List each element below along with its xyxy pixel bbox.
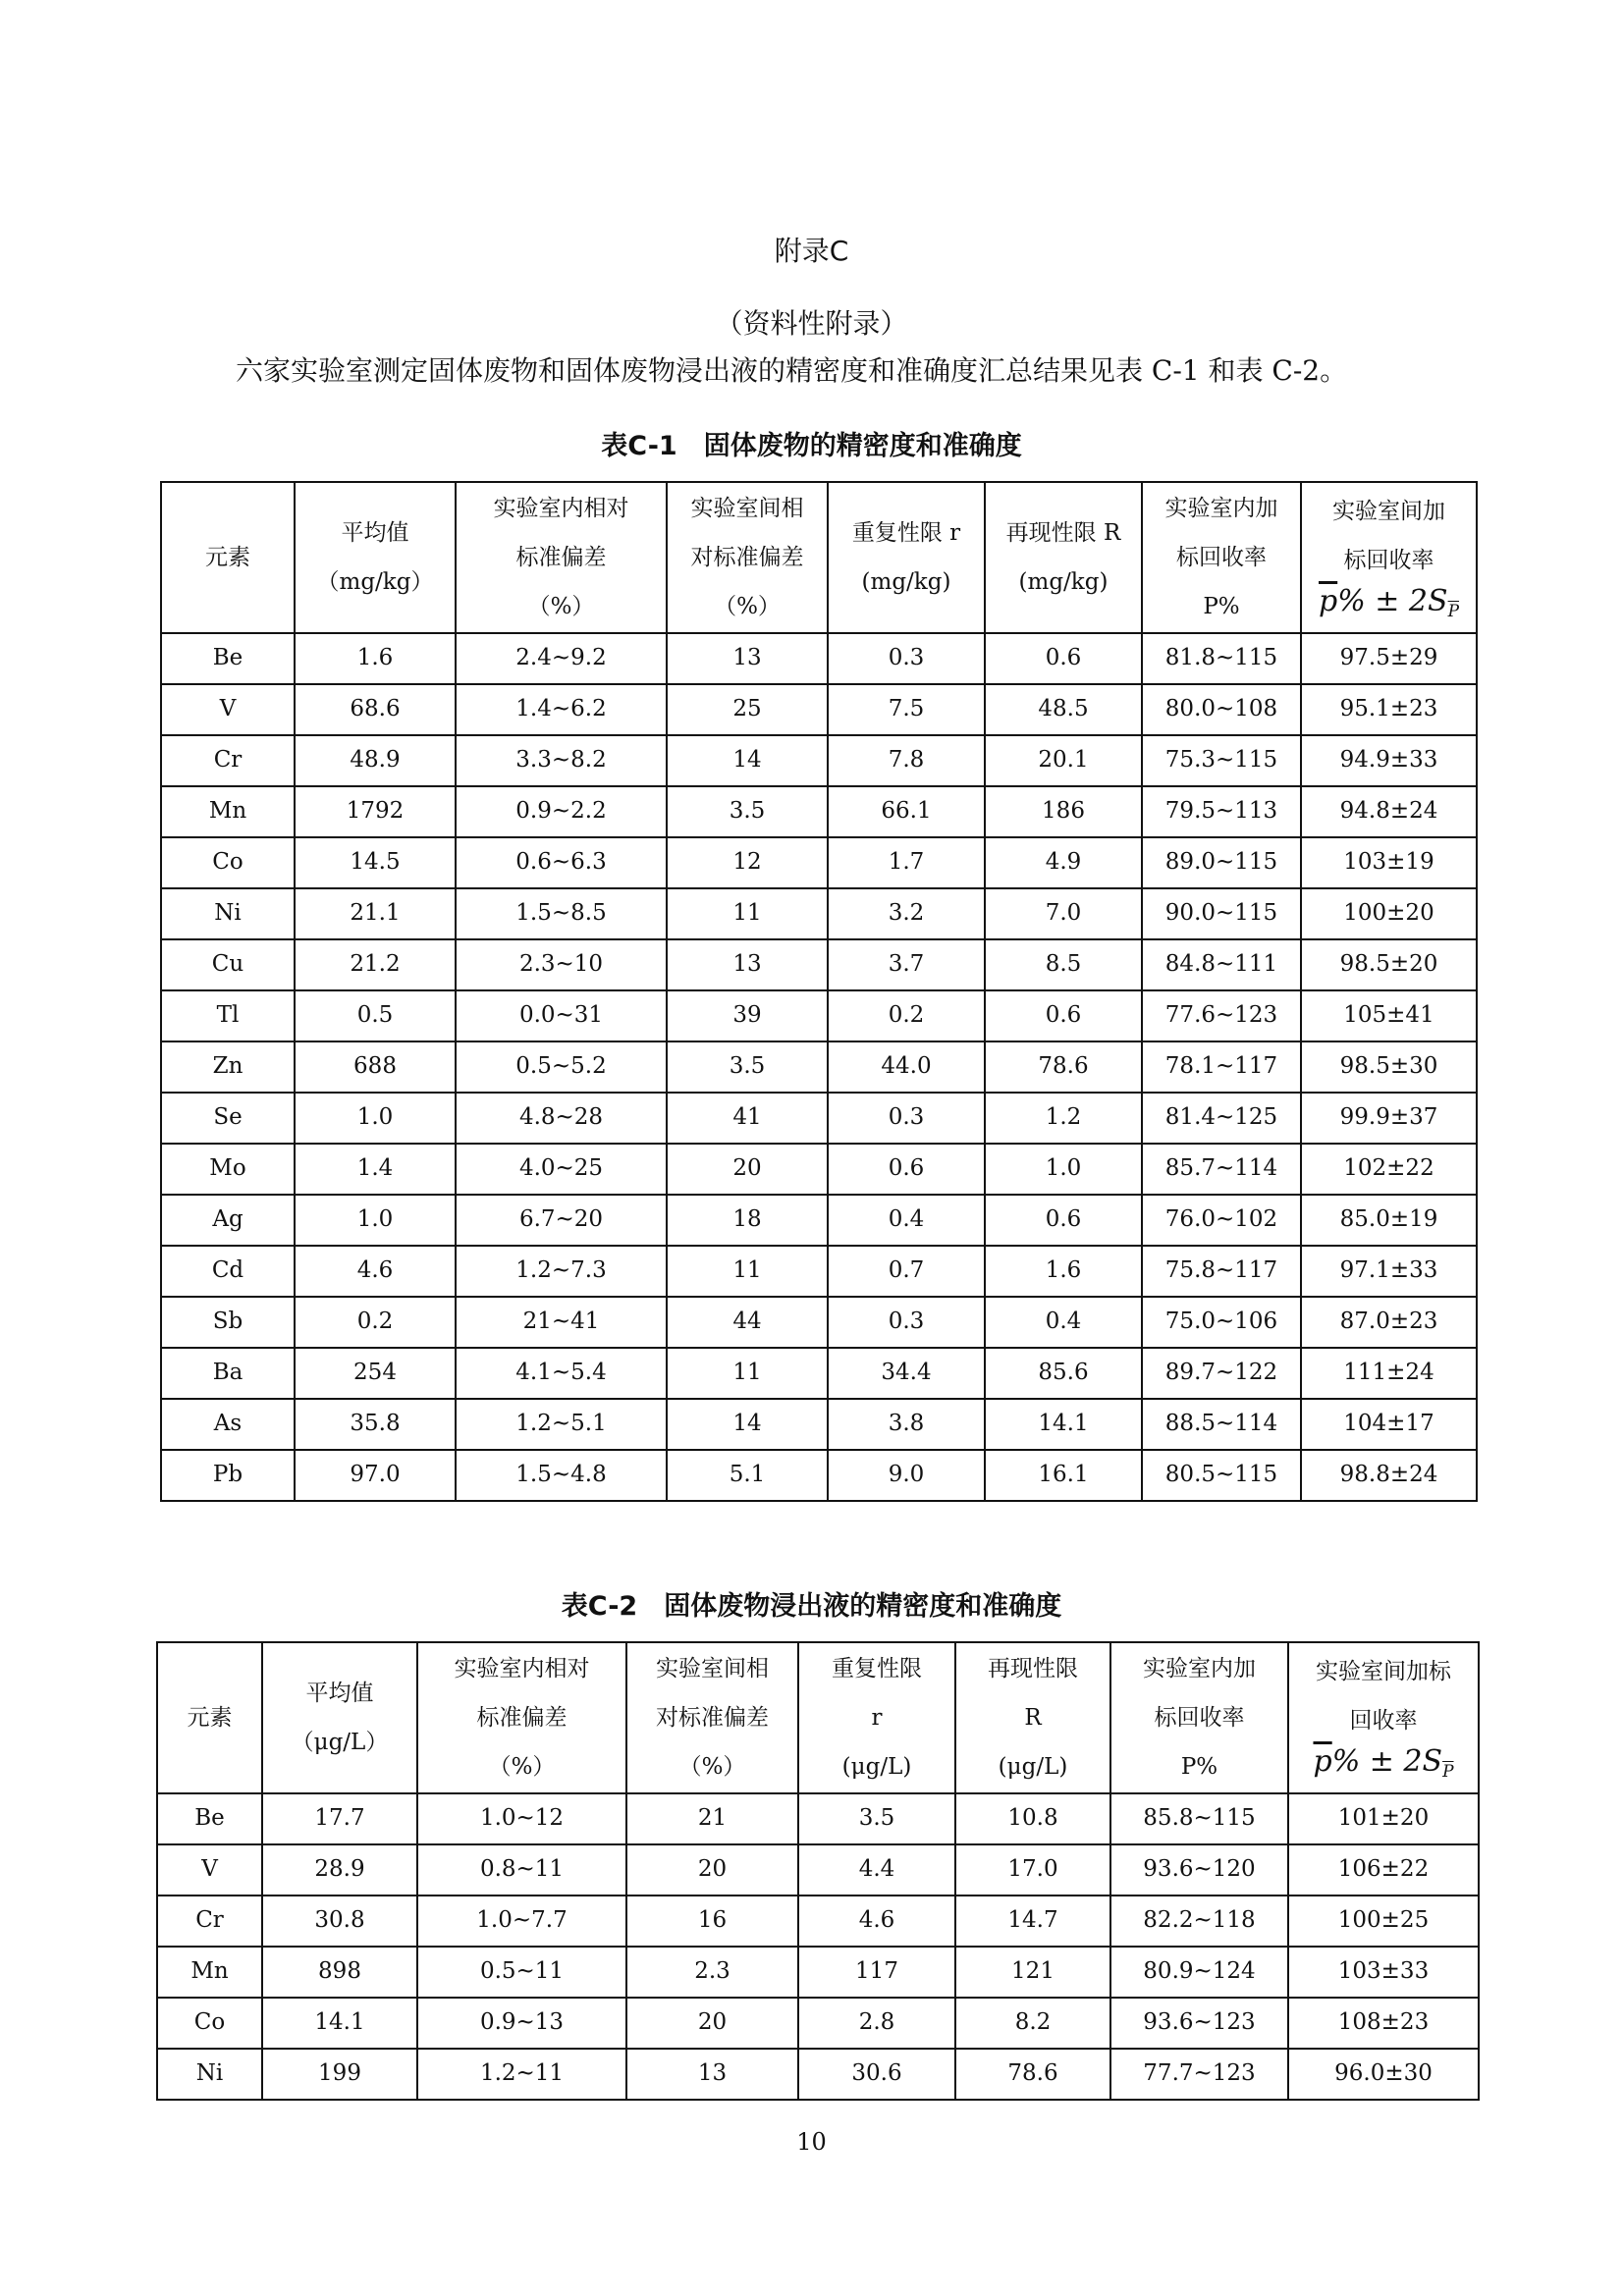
cell-inter-recovery: 94.8±24 <box>1301 786 1477 837</box>
header-mean: 平均值 （μg/L） <box>262 1642 417 1793</box>
table-row <box>161 1246 1477 1297</box>
cell-inter-recovery: 97.1±33 <box>1301 1246 1477 1297</box>
cell-inter-rsd: 11 <box>667 888 828 939</box>
table-row <box>157 1793 1479 1844</box>
cell-reproducibility: 85.6 <box>985 1348 1142 1399</box>
cell-element: Co <box>161 837 295 888</box>
cell-intra-recovery: 85.7~114 <box>1142 1144 1301 1195</box>
cell-inter-rsd: 13 <box>667 633 828 684</box>
cell-reproducibility: 78.6 <box>955 2049 1110 2100</box>
cell-inter-recovery: 97.5±29 <box>1301 633 1477 684</box>
cell-reproducibility: 78.6 <box>985 1041 1142 1093</box>
cell-repeatability: 0.2 <box>828 990 985 1041</box>
cell-inter-recovery: 85.0±19 <box>1301 1195 1477 1246</box>
recovery-formula: $\overline{p}\% \pm 2S_{\overline{P}}$ <box>1313 1744 1454 1782</box>
cell-intra-rsd: 0.9~13 <box>417 1998 626 2049</box>
page-number: 10 <box>796 2128 827 2156</box>
header-intra-rsd: 实验室内相对 标准偏差 （%） <box>456 482 667 633</box>
cell-element: Co <box>157 1998 262 2049</box>
cell-mean: 21.2 <box>295 939 456 990</box>
cell-inter-rsd: 11 <box>667 1246 828 1297</box>
cell-reproducibility: 10.8 <box>955 1793 1110 1844</box>
cell-inter-recovery: 98.8±24 <box>1301 1450 1477 1501</box>
cell-element: Cr <box>161 735 295 786</box>
cell-repeatability: 30.6 <box>798 2049 955 2100</box>
cell-inter-recovery: 106±22 <box>1288 1844 1479 1896</box>
cell-reproducibility: 8.5 <box>985 939 1142 990</box>
cell-inter-recovery: 103±33 <box>1288 1947 1479 1998</box>
table-row <box>161 1041 1477 1093</box>
table-row <box>157 2049 1479 2100</box>
cell-inter-recovery: 111±24 <box>1301 1348 1477 1399</box>
cell-mean: 1.6 <box>295 633 456 684</box>
table-row <box>161 786 1477 837</box>
cell-repeatability: 7.5 <box>828 684 985 735</box>
cell-mean: 199 <box>262 2049 417 2100</box>
cell-inter-rsd: 39 <box>667 990 828 1041</box>
cell-intra-recovery: 79.5~113 <box>1142 786 1301 837</box>
cell-mean: 1.4 <box>295 1144 456 1195</box>
cell-intra-recovery: 85.8~115 <box>1110 1793 1288 1844</box>
recovery-formula: $\overline{p}\% \pm 2S_{\overline{P}}$ <box>1318 584 1460 621</box>
cell-inter-rsd: 14 <box>667 1399 828 1450</box>
table2-caption: 表C-2 固体废物浸出液的精密度和准确度 <box>561 1591 1062 1622</box>
table-row <box>161 888 1477 939</box>
cell-reproducibility: 0.4 <box>985 1297 1142 1348</box>
cell-intra-recovery: 80.5~115 <box>1142 1450 1301 1501</box>
cell-element: Mn <box>157 1947 262 1998</box>
cell-repeatability: 3.2 <box>828 888 985 939</box>
cell-mean: 35.8 <box>295 1399 456 1450</box>
cell-inter-rsd: 44 <box>667 1297 828 1348</box>
cell-intra-rsd: 1.5~4.8 <box>456 1450 667 1501</box>
header-element: 元素 <box>157 1642 262 1793</box>
cell-mean: 21.1 <box>295 888 456 939</box>
table-row <box>161 837 1477 888</box>
header-inter-recovery: 实验室间加 标回收率 $\overline{p}\% \pm 2S_{\overline{P}}$ <box>1301 482 1477 633</box>
cell-inter-recovery: 98.5±20 <box>1301 939 1477 990</box>
cell-reproducibility: 4.9 <box>985 837 1142 888</box>
cell-intra-recovery: 75.8~117 <box>1142 1246 1301 1297</box>
cell-inter-rsd: 25 <box>667 684 828 735</box>
cell-repeatability: 9.0 <box>828 1450 985 1501</box>
cell-element: Be <box>161 633 295 684</box>
cell-inter-rsd: 13 <box>626 2049 798 2100</box>
table-row <box>161 1450 1477 1501</box>
table-row <box>161 1348 1477 1399</box>
header-inter-rsd: 实验室间相 对标准偏差 （%） <box>626 1642 798 1793</box>
cell-intra-rsd: 2.4~9.2 <box>456 633 667 684</box>
cell-inter-recovery: 98.5±30 <box>1301 1041 1477 1093</box>
table-row <box>161 1399 1477 1450</box>
cell-intra-recovery: 75.3~115 <box>1142 735 1301 786</box>
cell-inter-rsd: 14 <box>667 735 828 786</box>
table-solid-waste <box>160 481 1478 1502</box>
cell-element: As <box>161 1399 295 1450</box>
cell-intra-rsd: 4.1~5.4 <box>456 1348 667 1399</box>
cell-intra-rsd: 1.5~8.5 <box>456 888 667 939</box>
cell-inter-recovery: 104±17 <box>1301 1399 1477 1450</box>
cell-inter-recovery: 87.0±23 <box>1301 1297 1477 1348</box>
header-repeatability: 重复性限 r (mg/kg) <box>828 482 985 633</box>
cell-intra-rsd: 1.0~12 <box>417 1793 626 1844</box>
cell-intra-rsd: 0.6~6.3 <box>456 837 667 888</box>
cell-inter-rsd: 21 <box>626 1793 798 1844</box>
cell-inter-rsd: 5.1 <box>667 1450 828 1501</box>
cell-element: Cr <box>157 1896 262 1947</box>
cell-reproducibility: 0.6 <box>985 633 1142 684</box>
cell-repeatability: 34.4 <box>828 1348 985 1399</box>
cell-reproducibility: 14.7 <box>955 1896 1110 1947</box>
header-repeatability: 重复性限 r (μg/L) <box>798 1642 955 1793</box>
cell-mean: 68.6 <box>295 684 456 735</box>
cell-element: V <box>157 1844 262 1896</box>
cell-reproducibility: 1.0 <box>985 1144 1142 1195</box>
appendix-title: 附录C <box>774 235 849 267</box>
cell-intra-recovery: 88.5~114 <box>1142 1399 1301 1450</box>
cell-mean: 254 <box>295 1348 456 1399</box>
cell-element: Zn <box>161 1041 295 1093</box>
table-row <box>161 735 1477 786</box>
cell-inter-rsd: 3.5 <box>667 786 828 837</box>
header-intra-recovery: 实验室内加 标回收率 P% <box>1110 1642 1288 1793</box>
header-mean: 平均值 （mg/kg） <box>295 482 456 633</box>
header-intra-recovery: 实验室内加 标回收率 P% <box>1142 482 1301 633</box>
cell-intra-rsd: 1.0~7.7 <box>417 1896 626 1947</box>
header-reproducibility: 再现性限 R (mg/kg) <box>985 482 1142 633</box>
cell-intra-rsd: 1.2~7.3 <box>456 1246 667 1297</box>
cell-mean: 48.9 <box>295 735 456 786</box>
cell-repeatability: 4.6 <box>798 1896 955 1947</box>
cell-intra-rsd: 0.8~11 <box>417 1844 626 1896</box>
cell-mean: 28.9 <box>262 1844 417 1896</box>
intro-paragraph: 六家实验室测定固体废物和固体废物浸出液的精密度和准确度汇总结果见表 C-1 和表 C-2。 <box>236 354 1348 387</box>
cell-inter-rsd: 20 <box>626 1998 798 2049</box>
cell-inter-rsd: 12 <box>667 837 828 888</box>
cell-repeatability: 0.6 <box>828 1144 985 1195</box>
cell-element: Tl <box>161 990 295 1041</box>
cell-element: Cd <box>161 1246 295 1297</box>
table-row <box>157 1896 1479 1947</box>
table-row <box>161 1195 1477 1246</box>
cell-repeatability: 0.3 <box>828 1093 985 1144</box>
cell-intra-recovery: 89.7~122 <box>1142 1348 1301 1399</box>
cell-reproducibility: 7.0 <box>985 888 1142 939</box>
cell-intra-recovery: 82.2~118 <box>1110 1896 1288 1947</box>
cell-inter-recovery: 96.0±30 <box>1288 2049 1479 2100</box>
table-row <box>157 1844 1479 1896</box>
cell-intra-rsd: 4.0~25 <box>456 1144 667 1195</box>
cell-inter-rsd: 13 <box>667 939 828 990</box>
cell-element: Cu <box>161 939 295 990</box>
cell-intra-recovery: 75.0~106 <box>1142 1297 1301 1348</box>
cell-inter-rsd: 41 <box>667 1093 828 1144</box>
cell-repeatability: 0.7 <box>828 1246 985 1297</box>
cell-repeatability: 3.7 <box>828 939 985 990</box>
header-inter-rsd: 实验室间相 对标准偏差 （%） <box>667 482 828 633</box>
cell-mean: 898 <box>262 1947 417 1998</box>
cell-intra-rsd: 1.2~11 <box>417 2049 626 2100</box>
cell-intra-rsd: 0.9~2.2 <box>456 786 667 837</box>
cell-reproducibility: 1.2 <box>985 1093 1142 1144</box>
cell-mean: 14.1 <box>262 1998 417 2049</box>
cell-intra-recovery: 80.0~108 <box>1142 684 1301 735</box>
cell-mean: 97.0 <box>295 1450 456 1501</box>
cell-mean: 4.6 <box>295 1246 456 1297</box>
table-row <box>161 1297 1477 1348</box>
header-element: 元素 <box>161 482 295 633</box>
cell-intra-rsd: 1.4~6.2 <box>456 684 667 735</box>
cell-reproducibility: 14.1 <box>985 1399 1142 1450</box>
cell-mean: 14.5 <box>295 837 456 888</box>
cell-inter-rsd: 3.5 <box>667 1041 828 1093</box>
cell-repeatability: 2.8 <box>798 1998 955 2049</box>
cell-mean: 688 <box>295 1041 456 1093</box>
cell-repeatability: 3.5 <box>798 1793 955 1844</box>
cell-element: Ba <box>161 1348 295 1399</box>
cell-repeatability: 0.3 <box>828 1297 985 1348</box>
cell-intra-recovery: 89.0~115 <box>1142 837 1301 888</box>
cell-repeatability: 117 <box>798 1947 955 1998</box>
cell-intra-rsd: 1.2~5.1 <box>456 1399 667 1450</box>
cell-intra-rsd: 6.7~20 <box>456 1195 667 1246</box>
cell-intra-recovery: 77.7~123 <box>1110 2049 1288 2100</box>
cell-intra-recovery: 81.8~115 <box>1142 633 1301 684</box>
cell-repeatability: 66.1 <box>828 786 985 837</box>
cell-inter-recovery: 101±20 <box>1288 1793 1479 1844</box>
table-row <box>161 939 1477 990</box>
cell-repeatability: 3.8 <box>828 1399 985 1450</box>
cell-mean: 30.8 <box>262 1896 417 1947</box>
header-reproducibility: 再现性限 R (μg/L) <box>955 1642 1110 1793</box>
table-row <box>157 1947 1479 1998</box>
cell-element: Ni <box>157 2049 262 2100</box>
cell-repeatability: 7.8 <box>828 735 985 786</box>
header-intra-rsd: 实验室内相对 标准偏差 （%） <box>417 1642 626 1793</box>
cell-intra-recovery: 77.6~123 <box>1142 990 1301 1041</box>
cell-inter-recovery: 95.1±23 <box>1301 684 1477 735</box>
table-row <box>161 1093 1477 1144</box>
cell-inter-recovery: 100±20 <box>1301 888 1477 939</box>
cell-reproducibility: 1.6 <box>985 1246 1142 1297</box>
cell-reproducibility: 20.1 <box>985 735 1142 786</box>
cell-intra-rsd: 2.3~10 <box>456 939 667 990</box>
cell-element: Pb <box>161 1450 295 1501</box>
table-row <box>157 1998 1479 2049</box>
cell-reproducibility: 0.6 <box>985 990 1142 1041</box>
appendix-subtitle: （资料性附录） <box>715 307 908 340</box>
table-row <box>161 633 1477 684</box>
cell-intra-rsd: 0.5~11 <box>417 1947 626 1998</box>
cell-inter-rsd: 16 <box>626 1896 798 1947</box>
cell-element: Mo <box>161 1144 295 1195</box>
cell-reproducibility: 48.5 <box>985 684 1142 735</box>
cell-mean: 0.2 <box>295 1297 456 1348</box>
cell-mean: 1792 <box>295 786 456 837</box>
cell-intra-recovery: 78.1~117 <box>1142 1041 1301 1093</box>
cell-intra-rsd: 0.0~31 <box>456 990 667 1041</box>
cell-inter-rsd: 20 <box>667 1144 828 1195</box>
cell-reproducibility: 16.1 <box>985 1450 1142 1501</box>
cell-intra-rsd: 4.8~28 <box>456 1093 667 1144</box>
cell-intra-recovery: 76.0~102 <box>1142 1195 1301 1246</box>
cell-repeatability: 44.0 <box>828 1041 985 1093</box>
cell-intra-rsd: 21~41 <box>456 1297 667 1348</box>
cell-repeatability: 0.4 <box>828 1195 985 1246</box>
header-inter-recovery: 实验室间加标 回收率 $\overline{p}\% \pm 2S_{\overline{P}}$ <box>1288 1642 1479 1793</box>
cell-mean: 1.0 <box>295 1195 456 1246</box>
cell-intra-rsd: 0.5~5.2 <box>456 1041 667 1093</box>
cell-inter-recovery: 108±23 <box>1288 1998 1479 2049</box>
cell-reproducibility: 121 <box>955 1947 1110 1998</box>
cell-mean: 17.7 <box>262 1793 417 1844</box>
cell-repeatability: 1.7 <box>828 837 985 888</box>
cell-inter-rsd: 2.3 <box>626 1947 798 1998</box>
cell-intra-recovery: 93.6~123 <box>1110 1998 1288 2049</box>
cell-repeatability: 4.4 <box>798 1844 955 1896</box>
cell-element: Be <box>157 1793 262 1844</box>
cell-intra-recovery: 84.8~111 <box>1142 939 1301 990</box>
cell-reproducibility: 186 <box>985 786 1142 837</box>
cell-element: Ni <box>161 888 295 939</box>
cell-reproducibility: 0.6 <box>985 1195 1142 1246</box>
cell-reproducibility: 8.2 <box>955 1998 1110 2049</box>
table1-caption: 表C-1 固体废物的精密度和准确度 <box>601 431 1022 461</box>
cell-reproducibility: 17.0 <box>955 1844 1110 1896</box>
cell-element: Ag <box>161 1195 295 1246</box>
cell-inter-rsd: 11 <box>667 1348 828 1399</box>
table-row <box>161 684 1477 735</box>
cell-intra-recovery: 90.0~115 <box>1142 888 1301 939</box>
table-row <box>161 1144 1477 1195</box>
cell-element: Mn <box>161 786 295 837</box>
cell-repeatability: 0.3 <box>828 633 985 684</box>
table-row <box>161 990 1477 1041</box>
cell-inter-recovery: 102±22 <box>1301 1144 1477 1195</box>
cell-intra-recovery: 81.4~125 <box>1142 1093 1301 1144</box>
table-leachate <box>156 1641 1480 2101</box>
cell-intra-rsd: 3.3~8.2 <box>456 735 667 786</box>
cell-inter-recovery: 99.9±37 <box>1301 1093 1477 1144</box>
cell-intra-recovery: 93.6~120 <box>1110 1844 1288 1896</box>
cell-mean: 0.5 <box>295 990 456 1041</box>
cell-inter-recovery: 100±25 <box>1288 1896 1479 1947</box>
cell-inter-rsd: 18 <box>667 1195 828 1246</box>
cell-inter-rsd: 20 <box>626 1844 798 1896</box>
cell-element: Sb <box>161 1297 295 1348</box>
cell-mean: 1.0 <box>295 1093 456 1144</box>
cell-intra-recovery: 80.9~124 <box>1110 1947 1288 1998</box>
cell-inter-recovery: 94.9±33 <box>1301 735 1477 786</box>
cell-inter-recovery: 105±41 <box>1301 990 1477 1041</box>
cell-element: Se <box>161 1093 295 1144</box>
cell-element: V <box>161 684 295 735</box>
cell-inter-recovery: 103±19 <box>1301 837 1477 888</box>
